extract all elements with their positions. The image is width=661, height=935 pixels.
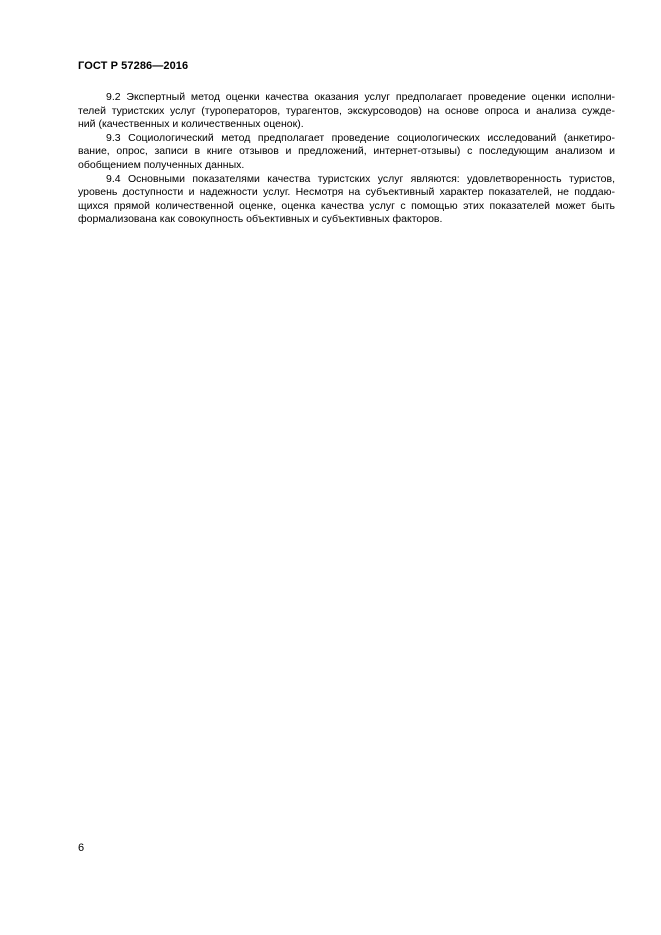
paragraph-line: 9.2 Экспертный метод оценки качества оказания услуг предполагает проведение оценки исполни- [106,91,615,103]
document-body [78,91,615,227]
paragraph-9-4 [78,173,615,227]
paragraph-line: ний (качественных и количественных оценок). [78,118,304,131]
document-header: ГОСТ Р 57286—2016 [78,60,189,72]
paragraph-line: уровень доступности и надежности услуг. Несмотря на субъективный характер показателей, не поддаю- [78,186,615,199]
paragraph-line: щихся прямой количественной оценке, оценка качества услуг с помощью этих показателей может быть [78,199,615,212]
paragraph-line: телей туристских услуг (туроператоров, турагентов, экскурсоводов) на основе опроса и анализа сужде- [78,104,615,117]
paragraph-line: 9.4 Основными показателями качества туристских услуг являются: удовлетворенность туристов, [106,172,615,185]
paragraph-line: вание, опрос, записи в книге отзывов и предложений, интернет-отзывы) с последующим анализом и [78,145,615,158]
page-number: 6 [78,842,85,854]
paragraph-line: формализована как совокупность объективных и субъективных факторов. [78,213,443,226]
paragraph-line: 9.3 Социологический метод предполагает проведение социологических исследований (анкетиро- [106,131,615,144]
paragraph-9-3 [78,132,615,173]
paragraph-line: обобщением полученных данных. [78,158,245,171]
paragraph-9-2 [78,91,615,132]
